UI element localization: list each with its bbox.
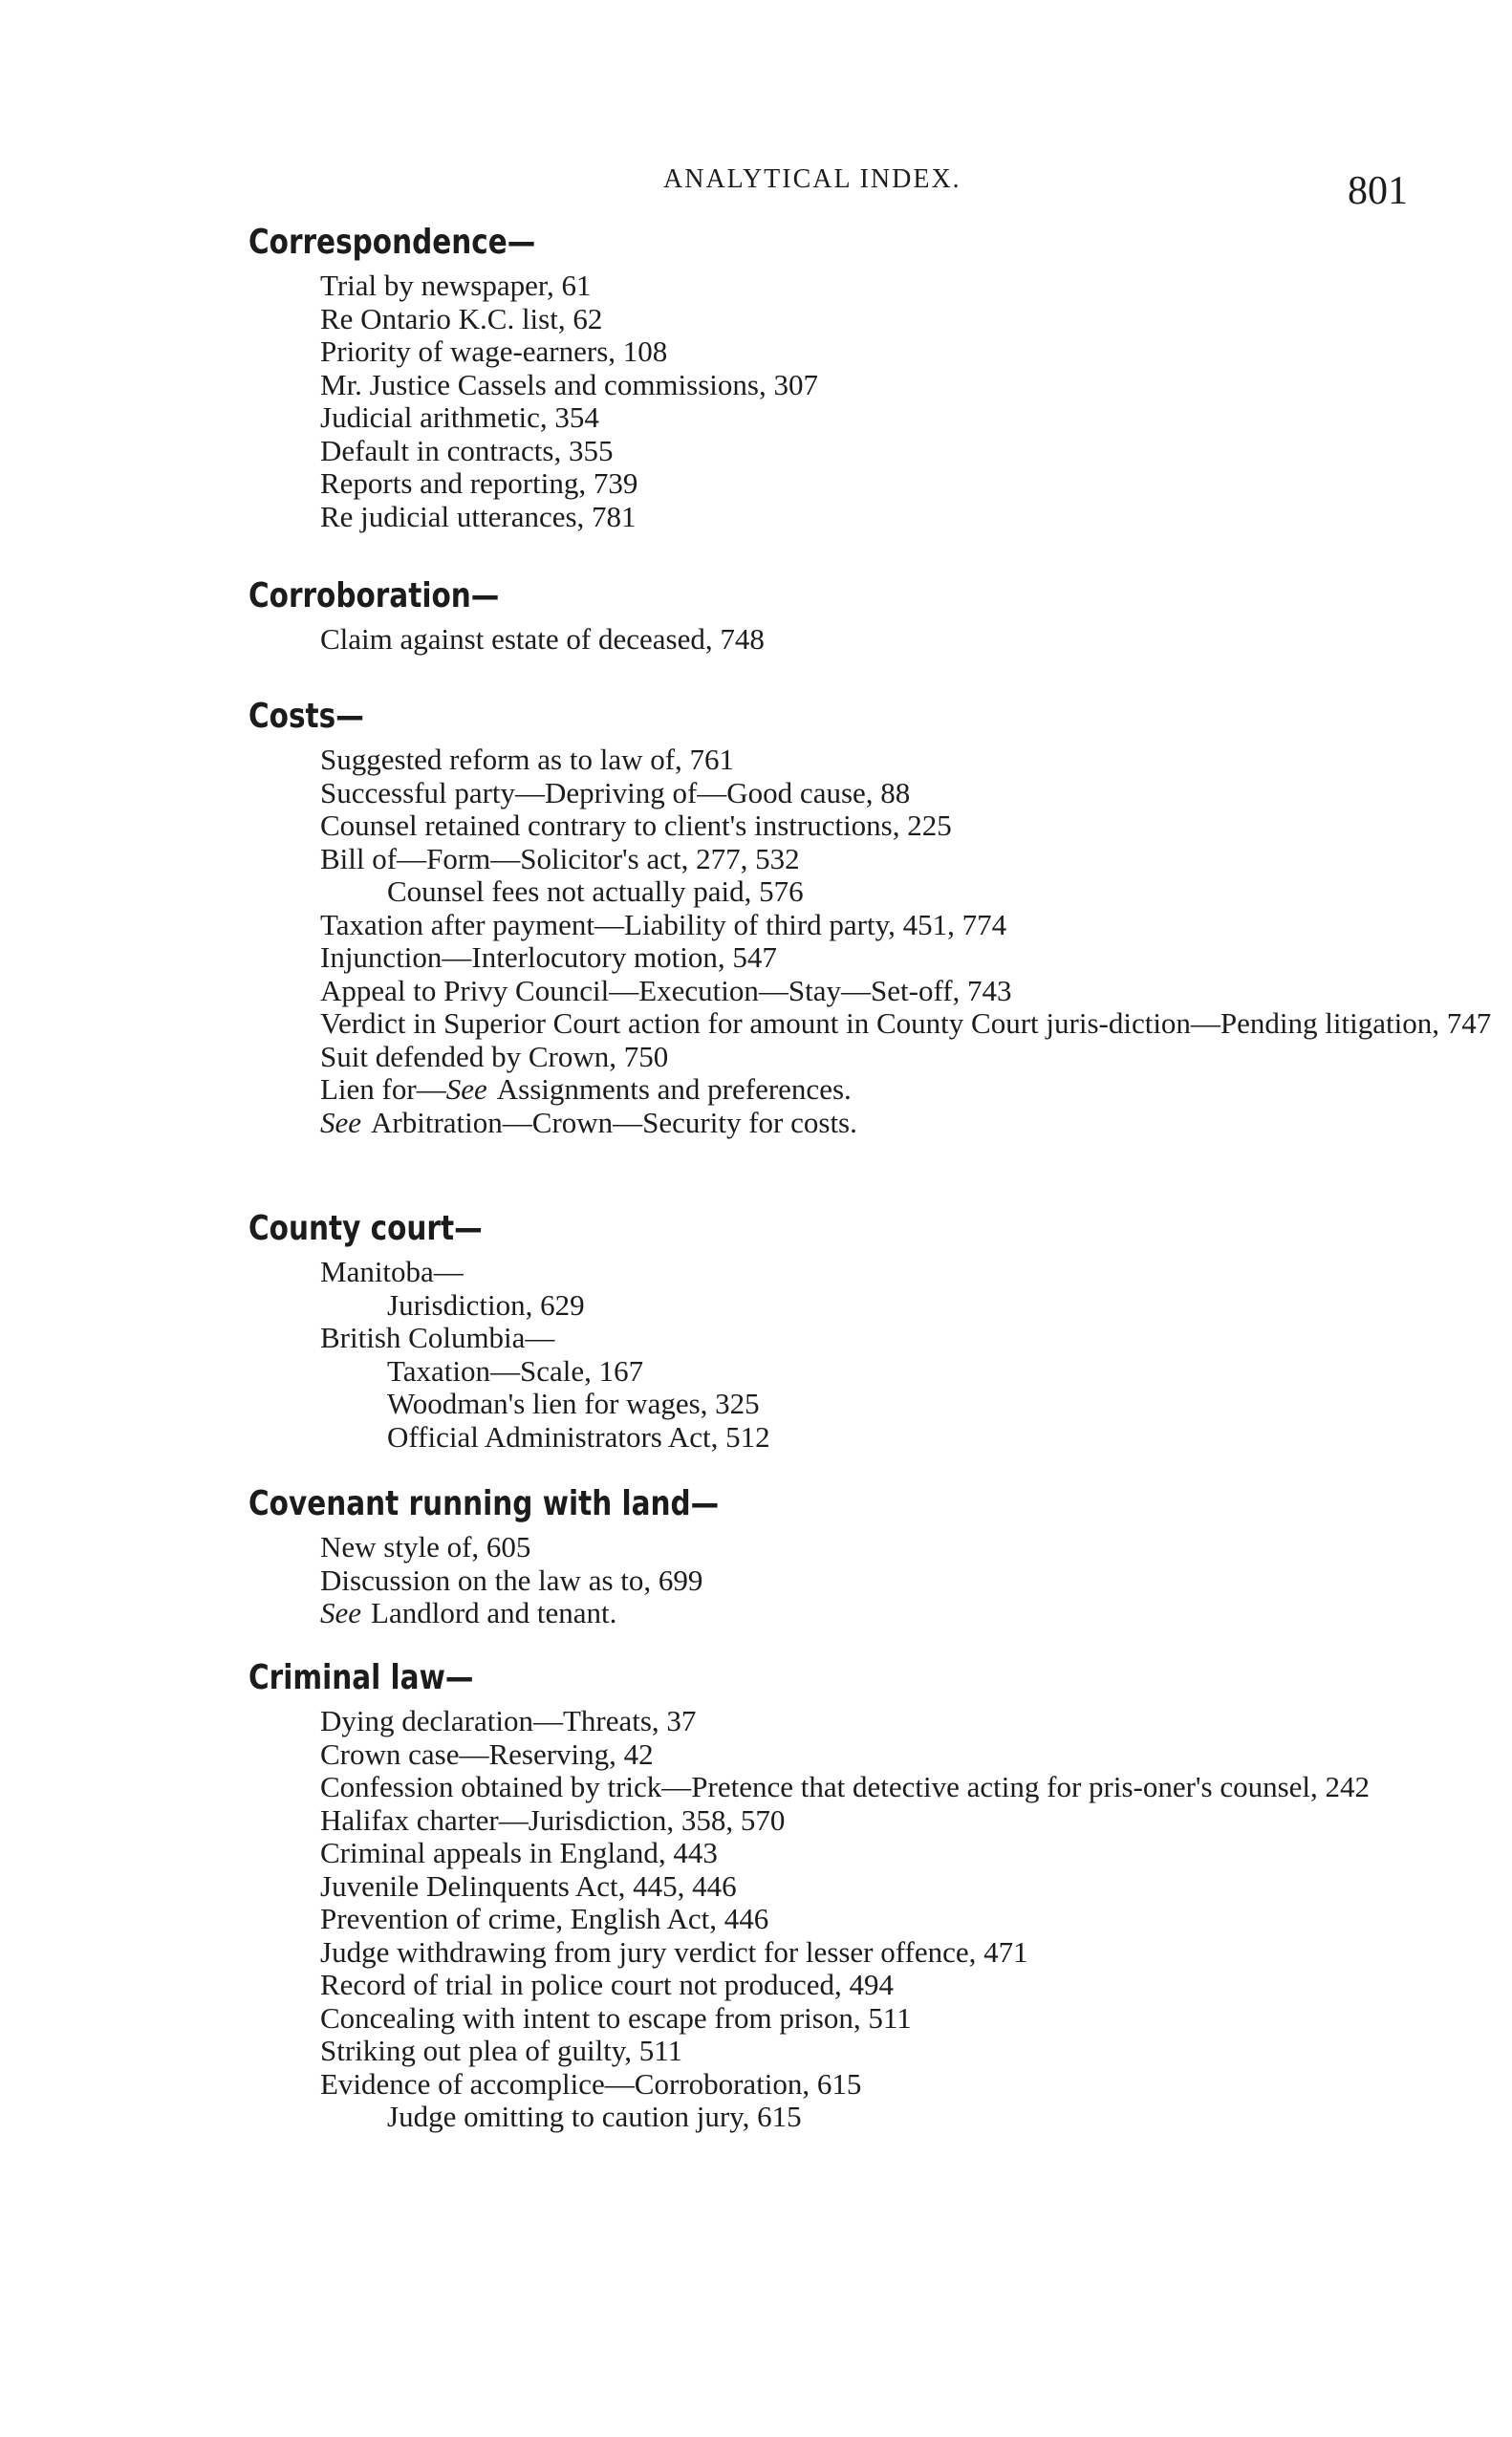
index-entry: Discussion on the law as to, 699 — [320, 1563, 703, 1597]
index-entry: Injunction—Interlocutory motion, 547 — [320, 940, 777, 974]
index-entry: Prevention of crime, English Act, 446 — [320, 1902, 769, 1935]
index-entry: Juvenile Delinquents Act, 445, 446 — [320, 1868, 737, 1903]
section-heading: Criminal law— — [248, 1658, 474, 1697]
see-label: See — [445, 1072, 487, 1106]
index-entry: Evidence of accomplice—Corroboration, 615 — [320, 2066, 862, 2101]
index-entry: Re Ontario K.C. list, 62 — [320, 301, 603, 335]
index-entry: Judge withdrawing from jury verdict for lesser offence, 471 — [320, 1934, 1028, 1969]
index-entry: Official Administrators Act, 512 — [387, 1419, 770, 1454]
index-entry: Crown case—Reserving, 42 — [320, 1736, 654, 1771]
index-entry: Default in contracts, 355 — [320, 433, 614, 467]
index-entry-see-also — [320, 1073, 1434, 1107]
section-heading: Costs— — [248, 697, 364, 736]
index-entry: Halifax charter—Jurisdiction, 358, 570 — [320, 1802, 786, 1837]
index-entry: Taxation—Scale, 167 — [387, 1353, 644, 1388]
index-section-correspondence — [248, 216, 1434, 533]
index-entry: Suggested reform as to law of, 761 — [320, 743, 735, 776]
index-section-costs — [248, 690, 1492, 1139]
cross-reference: Assignments and preferences. — [496, 1072, 852, 1106]
index-entry: Concealing with intent to escape from prison, 511 — [320, 2000, 912, 2035]
section-heading: Covenant running with land— — [248, 1484, 720, 1523]
index-entry: Criminal appeals in England, 443 — [320, 1836, 718, 1869]
index-section-criminal-law — [248, 1651, 1434, 2134]
index-entry: Woodman's lien for wages, 325 — [387, 1387, 760, 1420]
index-entry: Counsel retained contrary to client's instructions, 225 — [320, 809, 952, 842]
page-number: 801 — [1348, 169, 1408, 213]
index-section-covenant — [248, 1477, 1434, 1630]
section-heading: County court— — [248, 1209, 483, 1248]
entry-prefix: Lien for— — [320, 1072, 446, 1106]
section-heading: Correspondence— — [248, 223, 536, 262]
index-entry: Trial by newspaper, 61 — [320, 269, 592, 302]
index-entry: Reports and reporting, 739 — [320, 466, 638, 500]
index-entry: Verdict in Superior Court action for amount in County Court juris-diction—Pending litigation, 747 — [320, 1006, 1492, 1040]
see-label: See — [320, 1596, 362, 1629]
index-subheading: British Columbia— — [320, 1321, 555, 1354]
index-entry: Suit defended by Crown, 750 — [320, 1039, 669, 1073]
index-entry: Bill of—Form—Solicitor's act, 277, 532 — [320, 841, 800, 875]
index-entry-see-also — [320, 1597, 1434, 1630]
section-heading: Corroboration— — [248, 576, 500, 615]
index-section-county-court — [248, 1202, 1434, 1454]
index-entry: Appeal to Privy Council—Execution—Stay—Set-off, 743 — [320, 973, 1012, 1007]
index-entry: Claim against estate of deceased, 748 — [320, 622, 765, 656]
index-entry: Record of trial in police court not produced, 494 — [320, 1968, 895, 2001]
index-entry-see-also — [320, 1107, 1434, 1140]
index-entry: Judge omitting to caution jury, 615 — [387, 2100, 802, 2133]
index-entry: Counsel fees not actually paid, 576 — [387, 874, 804, 908]
index-section-corroboration — [248, 570, 1434, 657]
index-subheading: Manitoba— — [320, 1255, 464, 1288]
index-entry: Jurisdiction, 629 — [387, 1287, 585, 1322]
index-entry: New style of, 605 — [320, 1530, 531, 1564]
index-entry: Successful party—Depriving of—Good cause, 88 — [320, 775, 911, 809]
index-entry: Mr. Justice Cassels and commissions, 307 — [320, 367, 818, 401]
cross-reference: Arbitration—Crown—Security for costs. — [371, 1105, 857, 1139]
running-header: ANALYTICAL INDEX. — [663, 164, 961, 194]
see-label: See — [320, 1105, 362, 1139]
index-entry: Taxation after payment—Liability of third party, 451, 774 — [320, 907, 1007, 941]
index-entry: Striking out plea of guilty, 511 — [320, 2034, 683, 2067]
index-entry: Confession obtained by trick—Pretence that detective acting for pris-oner's counsel, 242 — [320, 1770, 1371, 1803]
cross-reference: Landlord and tenant. — [371, 1596, 617, 1629]
index-entry: Priority of wage-earners, 108 — [320, 334, 668, 368]
index-entry: Dying declaration—Threats, 37 — [320, 1704, 697, 1737]
index-entry: Judicial arithmetic, 354 — [320, 400, 599, 434]
index-entry: Re judicial utterances, 781 — [320, 499, 637, 533]
